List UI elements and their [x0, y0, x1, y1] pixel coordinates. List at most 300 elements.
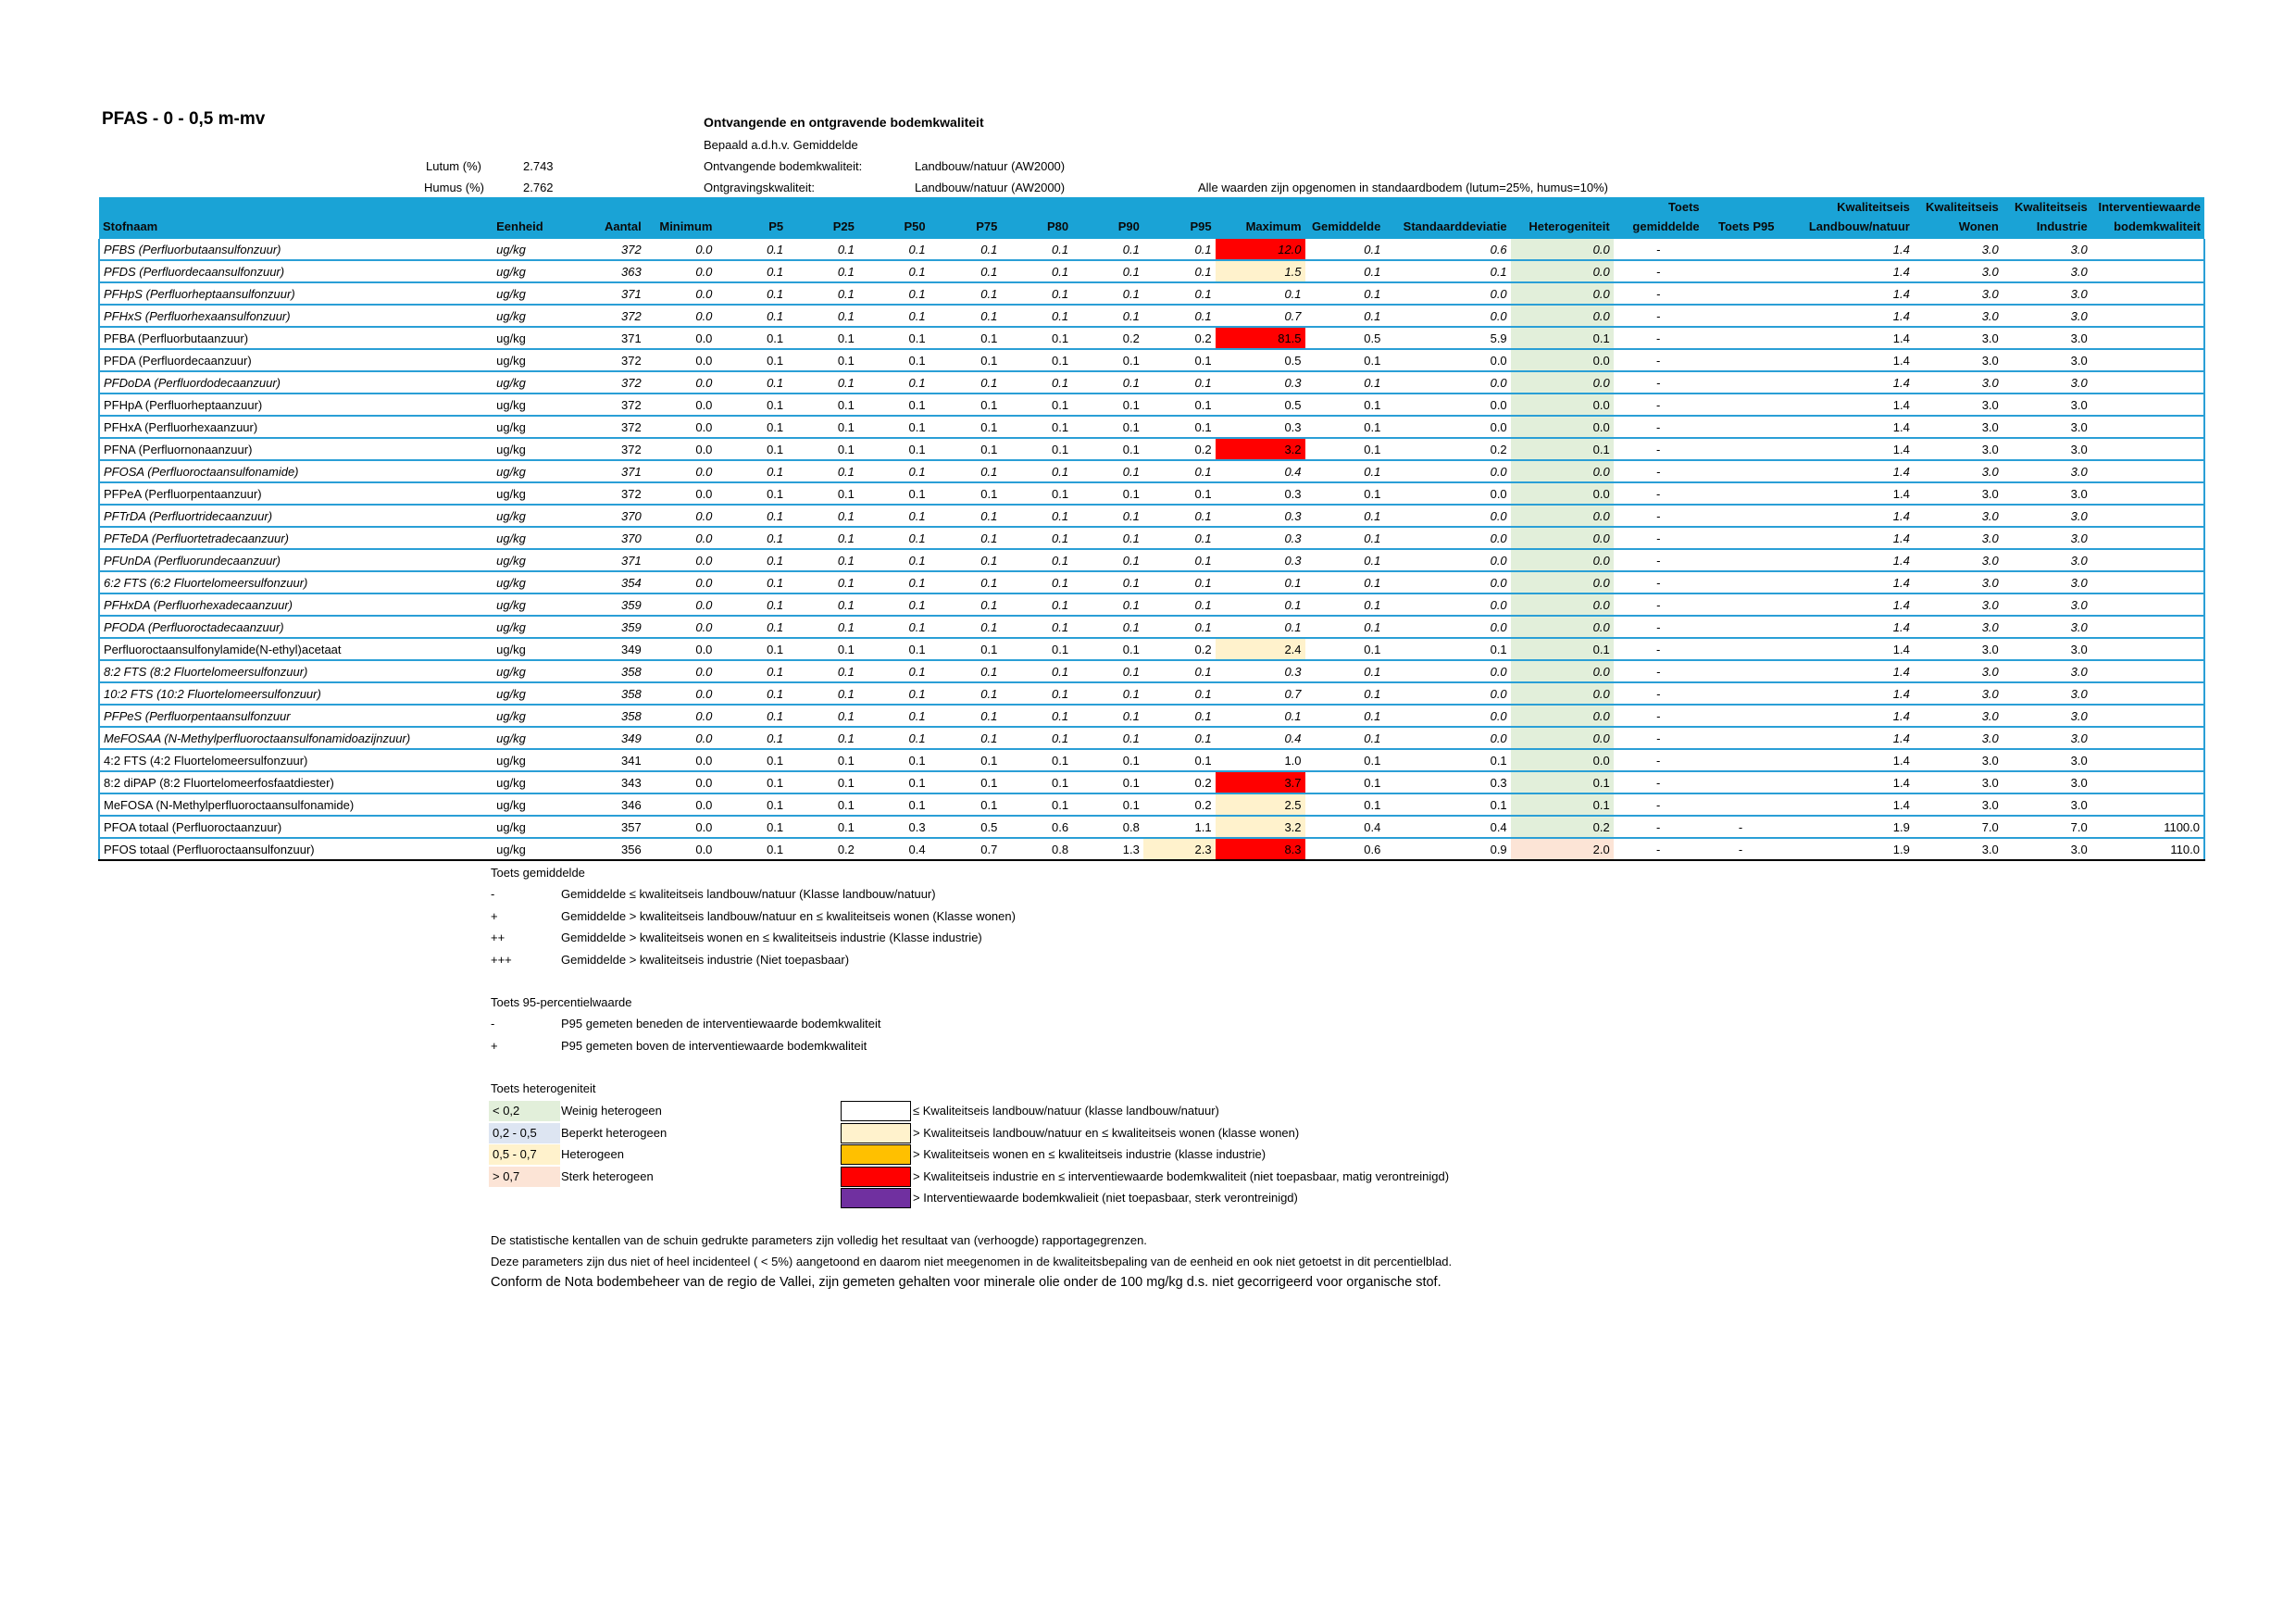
row-gemiddelde: 0.1	[1305, 660, 1385, 682]
row-gemiddelde: 0.1	[1305, 282, 1385, 305]
row-unit: ug/kg	[493, 327, 573, 349]
row-toets-gemiddelde: -	[1614, 749, 1703, 771]
row-p75: 0.1	[930, 616, 1002, 638]
row-p80: 0.1	[1001, 327, 1072, 349]
row-kw-industrie: 3.0	[2003, 239, 2091, 260]
row-p5: 0.1	[716, 638, 787, 660]
row-p25: 0.1	[787, 727, 858, 749]
row-p80: 0.1	[1001, 505, 1072, 527]
row-aantal: 356	[573, 838, 645, 860]
basis-text: Bepaald a.d.h.v. Gemiddelde	[704, 138, 858, 152]
row-p95: 0.1	[1143, 527, 1216, 549]
row-heterogeniteit: 0.0	[1511, 394, 1614, 416]
row-heterogeniteit: 0.1	[1511, 793, 1614, 816]
row-heterogeniteit: 0.0	[1511, 549, 1614, 571]
row-p80: 0.1	[1001, 460, 1072, 482]
row-p95: 0.1	[1143, 749, 1216, 771]
row-name: PFTeDA (Perfluortetradecaanzuur)	[99, 527, 493, 549]
note-2: Deze parameters zijn dus niet of heel incidenteel ( < 5%) aangetoond en daarom niet meegenomen in de kwaliteitsbepaling van de eenheid en ook niet getoetst in dit percentielblad.	[491, 1255, 1453, 1268]
row-name: PFNA (Perfluornonaanzuur)	[99, 438, 493, 460]
col-kw-wo-line1: Kwaliteitseis	[1926, 200, 1999, 214]
row-kw-industrie: 3.0	[2003, 616, 2091, 638]
row-p75: 0.5	[930, 816, 1002, 838]
ontgraving-value: Landbouw/natuur (AW2000)	[915, 181, 1066, 194]
table-row	[99, 660, 2204, 682]
row-kw-industrie: 3.0	[2003, 571, 2091, 593]
row-stdev: 0.0	[1384, 416, 1510, 438]
row-toets-gemiddelde: -	[1614, 438, 1703, 460]
row-kw-wonen: 3.0	[1914, 482, 2003, 505]
row-gemiddelde: 0.1	[1305, 593, 1385, 616]
row-heterogeniteit: 0.1	[1511, 327, 1614, 349]
row-p90: 0.1	[1072, 260, 1143, 282]
row-p80: 0.1	[1001, 705, 1072, 727]
row-kw-wonen: 3.0	[1914, 682, 2003, 705]
row-interventiewaarde	[2091, 527, 2204, 549]
row-kw-wonen: 3.0	[1914, 638, 2003, 660]
note-nota-bodembeheer: Conform de Nota bodembeheer van de regio de Vallei, zijn gemeten gehalten voor minerale olie onder de 100 mg/kg d.s. niet gecorrigeerd voor organische stof.	[491, 1275, 1441, 1290]
row-aantal: 372	[573, 239, 645, 260]
row-p5: 0.1	[716, 305, 787, 327]
row-name: PFPeS (Perfluorpentaansulfonzuur	[99, 705, 493, 727]
row-aantal: 363	[573, 260, 645, 282]
row-aantal: 341	[573, 749, 645, 771]
row-interventiewaarde	[2091, 616, 2204, 638]
col-p75: P75	[930, 197, 1002, 239]
row-p80: 0.1	[1001, 527, 1072, 549]
legend-p95-symbol: -	[491, 1017, 495, 1031]
row-p80: 0.1	[1001, 282, 1072, 305]
row-kw-industrie: 3.0	[2003, 549, 2091, 571]
row-p90: 0.1	[1072, 349, 1143, 371]
row-toets-p95	[1703, 394, 1778, 416]
row-heterogeniteit: 0.0	[1511, 460, 1614, 482]
col-stdev: Standaarddeviatie	[1384, 197, 1510, 239]
legend-p95-text: P95 gemeten beneden de interventiewaarde bodemkwaliteit	[561, 1017, 881, 1031]
row-p75: 0.1	[930, 282, 1002, 305]
row-maximum: 0.5	[1216, 394, 1305, 416]
row-heterogeniteit: 0.1	[1511, 638, 1614, 660]
row-toets-p95	[1703, 616, 1778, 638]
row-kw-landbouw: 1.4	[1778, 460, 1913, 482]
row-maximum: 0.3	[1216, 549, 1305, 571]
row-stdev: 0.1	[1384, 638, 1510, 660]
row-p5: 0.1	[716, 616, 787, 638]
row-gemiddelde: 0.1	[1305, 527, 1385, 549]
row-heterogeniteit: 0.0	[1511, 660, 1614, 682]
row-p25: 0.1	[787, 305, 858, 327]
legend-p95-symbol: +	[491, 1038, 498, 1053]
row-p5: 0.1	[716, 838, 787, 860]
table-row	[99, 705, 2204, 727]
table-row	[99, 482, 2204, 505]
row-stdev: 0.4	[1384, 816, 1510, 838]
col-kw-in-line2: Industrie	[2036, 219, 2088, 233]
row-p50: 0.1	[858, 616, 930, 638]
row-p50: 0.1	[858, 260, 930, 282]
row-maximum: 3.2	[1216, 816, 1305, 838]
legend-gem-symbol: ++	[491, 931, 505, 944]
row-minimum: 0.0	[645, 327, 717, 349]
col-iv-line1: Interventiewaarde	[2098, 200, 2201, 214]
row-aantal: 346	[573, 793, 645, 816]
row-heterogeniteit: 0.0	[1511, 282, 1614, 305]
row-interventiewaarde	[2091, 505, 2204, 527]
row-toets-gemiddelde: -	[1614, 705, 1703, 727]
row-kw-landbouw: 1.4	[1778, 616, 1913, 638]
row-p25: 0.1	[787, 239, 858, 260]
row-toets-p95	[1703, 571, 1778, 593]
row-p25: 0.1	[787, 549, 858, 571]
table-row	[99, 349, 2204, 371]
row-kw-wonen: 3.0	[1914, 371, 2003, 394]
col-interventiewaarde	[2091, 197, 2204, 239]
row-toets-p95	[1703, 660, 1778, 682]
table-row	[99, 394, 2204, 416]
col-p25: P25	[787, 197, 858, 239]
row-p50: 0.1	[858, 771, 930, 793]
row-toets-p95	[1703, 638, 1778, 660]
row-unit: ug/kg	[493, 260, 573, 282]
row-kw-industrie: 3.0	[2003, 394, 2091, 416]
row-kw-landbouw: 1.4	[1778, 260, 1913, 282]
legend-class-text: > Kwaliteitseis industrie en ≤ interventiewaarde bodemkwaliteit (niet toepasbaar, matig verontreinigd)	[913, 1168, 1450, 1183]
row-p50: 0.1	[858, 282, 930, 305]
row-p95: 0.2	[1143, 771, 1216, 793]
row-p50: 0.1	[858, 749, 930, 771]
row-toets-gemiddelde: -	[1614, 527, 1703, 549]
row-p90: 0.1	[1072, 771, 1143, 793]
row-aantal: 372	[573, 349, 645, 371]
legend-p95-text: P95 gemeten boven de interventiewaarde bodemkwaliteit	[561, 1038, 867, 1053]
row-interventiewaarde	[2091, 705, 2204, 727]
row-toets-gemiddelde: -	[1614, 682, 1703, 705]
row-p50: 0.3	[858, 816, 930, 838]
legend-class-text: > Interventiewaarde bodemkwalieit (niet toepasbaar, sterk verontreinigd)	[913, 1191, 1298, 1205]
legend-het-text: Weinig heterogeen	[561, 1104, 662, 1118]
humus-value: 2.762	[523, 181, 554, 194]
row-kw-landbouw: 1.4	[1778, 549, 1913, 571]
row-p90: 0.1	[1072, 394, 1143, 416]
row-p50: 0.1	[858, 349, 930, 371]
row-p90: 0.1	[1072, 749, 1143, 771]
row-p90: 0.1	[1072, 682, 1143, 705]
row-p95: 0.1	[1143, 549, 1216, 571]
row-heterogeniteit: 0.0	[1511, 416, 1614, 438]
row-minimum: 0.0	[645, 394, 717, 416]
row-p5: 0.1	[716, 260, 787, 282]
row-gemiddelde: 0.1	[1305, 682, 1385, 705]
row-kw-wonen: 3.0	[1914, 549, 2003, 571]
row-p75: 0.1	[930, 660, 1002, 682]
row-p25: 0.1	[787, 705, 858, 727]
row-interventiewaarde	[2091, 282, 2204, 305]
row-kw-landbouw: 1.9	[1778, 838, 1913, 860]
row-p25: 0.1	[787, 349, 858, 371]
row-kw-wonen: 3.0	[1914, 305, 2003, 327]
row-interventiewaarde	[2091, 349, 2204, 371]
row-maximum: 3.7	[1216, 771, 1305, 793]
row-p75: 0.1	[930, 593, 1002, 616]
legend-het-text: Heterogeen	[561, 1147, 624, 1161]
row-toets-p95	[1703, 727, 1778, 749]
row-p50: 0.1	[858, 482, 930, 505]
row-p95: 0.1	[1143, 482, 1216, 505]
row-toets-gemiddelde: -	[1614, 616, 1703, 638]
row-p50: 0.1	[858, 505, 930, 527]
col-maximum: Maximum	[1216, 197, 1305, 239]
row-p50: 0.4	[858, 838, 930, 860]
row-p90: 0.1	[1072, 549, 1143, 571]
row-gemiddelde: 0.6	[1305, 838, 1385, 860]
row-name: 8:2 FTS (8:2 Fluortelomeersulfonzuur)	[99, 660, 493, 682]
row-p50: 0.1	[858, 305, 930, 327]
row-p5: 0.1	[716, 282, 787, 305]
row-kw-wonen: 3.0	[1914, 616, 2003, 638]
row-stdev: 0.0	[1384, 727, 1510, 749]
row-toets-gemiddelde: -	[1614, 482, 1703, 505]
row-p95: 0.1	[1143, 371, 1216, 394]
row-p90: 1.3	[1072, 838, 1143, 860]
row-minimum: 0.0	[645, 239, 717, 260]
row-minimum: 0.0	[645, 527, 717, 549]
row-kw-industrie: 3.0	[2003, 527, 2091, 549]
table-row	[99, 305, 2204, 327]
row-gemiddelde: 0.1	[1305, 305, 1385, 327]
row-p50: 0.1	[858, 371, 930, 394]
row-gemiddelde: 0.1	[1305, 705, 1385, 727]
row-kw-wonen: 3.0	[1914, 527, 2003, 549]
row-toets-p95	[1703, 416, 1778, 438]
section-title: Ontvangende en ontgravende bodemkwaliteit	[704, 115, 984, 130]
row-p75: 0.1	[930, 638, 1002, 660]
row-p90: 0.8	[1072, 816, 1143, 838]
row-p90: 0.1	[1072, 305, 1143, 327]
row-toets-p95	[1703, 705, 1778, 727]
row-p5: 0.1	[716, 371, 787, 394]
row-name: MeFOSA (N-Methylperfluoroctaansulfonamide)	[99, 793, 493, 816]
table-row	[99, 749, 2204, 771]
row-unit: ug/kg	[493, 705, 573, 727]
col-kw-in-line1: Kwaliteitseis	[2014, 200, 2088, 214]
row-heterogeniteit: 2.0	[1511, 838, 1614, 860]
row-heterogeniteit: 0.0	[1511, 371, 1614, 394]
row-p25: 0.1	[787, 416, 858, 438]
row-p95: 0.1	[1143, 505, 1216, 527]
row-toets-gemiddelde: -	[1614, 793, 1703, 816]
row-kw-wonen: 3.0	[1914, 660, 2003, 682]
row-p50: 0.1	[858, 638, 930, 660]
row-minimum: 0.0	[645, 749, 717, 771]
row-p25: 0.1	[787, 771, 858, 793]
row-minimum: 0.0	[645, 638, 717, 660]
row-p95: 0.1	[1143, 416, 1216, 438]
table-header-row	[99, 197, 2204, 239]
row-stdev: 0.0	[1384, 349, 1510, 371]
row-maximum: 0.3	[1216, 371, 1305, 394]
row-interventiewaarde	[2091, 482, 2204, 505]
row-p95: 0.2	[1143, 327, 1216, 349]
row-unit: ug/kg	[493, 749, 573, 771]
row-p75: 0.1	[930, 349, 1002, 371]
row-toets-p95	[1703, 682, 1778, 705]
row-kw-industrie: 3.0	[2003, 416, 2091, 438]
row-unit: ug/kg	[493, 549, 573, 571]
row-minimum: 0.0	[645, 305, 717, 327]
row-p5: 0.1	[716, 771, 787, 793]
row-toets-gemiddelde: -	[1614, 260, 1703, 282]
row-p75: 0.1	[930, 527, 1002, 549]
row-gemiddelde: 0.1	[1305, 416, 1385, 438]
row-maximum: 0.1	[1216, 705, 1305, 727]
row-toets-gemiddelde: -	[1614, 327, 1703, 349]
row-gemiddelde: 0.1	[1305, 349, 1385, 371]
ontvangend-value: Landbouw/natuur (AW2000)	[915, 159, 1066, 173]
row-unit: ug/kg	[493, 571, 573, 593]
row-name: PFDA (Perfluordecaanzuur)	[99, 349, 493, 371]
row-minimum: 0.0	[645, 816, 717, 838]
row-minimum: 0.0	[645, 349, 717, 371]
col-aantal: Aantal	[573, 197, 645, 239]
row-kw-wonen: 3.0	[1914, 394, 2003, 416]
row-kw-industrie: 3.0	[2003, 282, 2091, 305]
row-interventiewaarde	[2091, 416, 2204, 438]
row-p80: 0.8	[1001, 838, 1072, 860]
row-name: PFHxDA (Perfluorhexadecaanzuur)	[99, 593, 493, 616]
row-p25: 0.1	[787, 660, 858, 682]
row-kw-industrie: 3.0	[2003, 371, 2091, 394]
row-interventiewaarde	[2091, 638, 2204, 660]
row-p75: 0.1	[930, 416, 1002, 438]
row-kw-wonen: 3.0	[1914, 460, 2003, 482]
row-heterogeniteit: 0.0	[1511, 505, 1614, 527]
row-unit: ug/kg	[493, 793, 573, 816]
row-minimum: 0.0	[645, 282, 717, 305]
row-toets-gemiddelde: -	[1614, 505, 1703, 527]
row-toets-p95	[1703, 549, 1778, 571]
row-maximum: 0.7	[1216, 682, 1305, 705]
row-interventiewaarde	[2091, 571, 2204, 593]
row-maximum: 1.0	[1216, 749, 1305, 771]
row-name: PFOA totaal (Perfluoroctaanzuur)	[99, 816, 493, 838]
row-toets-gemiddelde: -	[1614, 593, 1703, 616]
legend-class-swatch	[841, 1101, 911, 1121]
row-minimum: 0.0	[645, 371, 717, 394]
row-kw-industrie: 3.0	[2003, 482, 2091, 505]
row-kw-industrie: 3.0	[2003, 771, 2091, 793]
row-p90: 0.1	[1072, 527, 1143, 549]
row-gemiddelde: 0.1	[1305, 505, 1385, 527]
row-toets-p95	[1703, 305, 1778, 327]
row-kw-industrie: 3.0	[2003, 660, 2091, 682]
row-p90: 0.1	[1072, 460, 1143, 482]
row-interventiewaarde	[2091, 327, 2204, 349]
row-aantal: 358	[573, 660, 645, 682]
row-minimum: 0.0	[645, 727, 717, 749]
legend-gem-title: Toets gemiddelde	[491, 866, 585, 880]
row-p5: 0.1	[716, 593, 787, 616]
row-minimum: 0.0	[645, 549, 717, 571]
row-p25: 0.1	[787, 371, 858, 394]
legend-het-swatch: < 0,2	[489, 1101, 560, 1121]
row-kw-wonen: 3.0	[1914, 327, 2003, 349]
row-gemiddelde: 0.1	[1305, 438, 1385, 460]
row-toets-p95	[1703, 282, 1778, 305]
row-minimum: 0.0	[645, 682, 717, 705]
row-aantal: 372	[573, 394, 645, 416]
table-row	[99, 549, 2204, 571]
table-row	[99, 793, 2204, 816]
row-p50: 0.1	[858, 727, 930, 749]
row-p95: 0.1	[1143, 616, 1216, 638]
row-stdev: 0.0	[1384, 527, 1510, 549]
row-stdev: 0.0	[1384, 482, 1510, 505]
legend-het-swatch: 0,2 - 0,5	[489, 1123, 560, 1143]
row-maximum: 12.0	[1216, 239, 1305, 260]
row-unit: ug/kg	[493, 638, 573, 660]
row-p5: 0.1	[716, 416, 787, 438]
legend-het-title: Toets heterogeniteit	[491, 1081, 596, 1095]
row-p5: 0.1	[716, 239, 787, 260]
legend-p95-title: Toets 95-percentielwaarde	[491, 995, 632, 1009]
row-kw-landbouw: 1.4	[1778, 305, 1913, 327]
row-p90: 0.1	[1072, 705, 1143, 727]
row-kw-landbouw: 1.4	[1778, 505, 1913, 527]
row-p95: 0.1	[1143, 460, 1216, 482]
row-kw-industrie: 3.0	[2003, 349, 2091, 371]
row-p75: 0.1	[930, 571, 1002, 593]
row-interventiewaarde: 110.0	[2091, 838, 2204, 860]
row-stdev: 0.0	[1384, 660, 1510, 682]
row-p80: 0.1	[1001, 593, 1072, 616]
col-toets-p95: Toets P95	[1703, 197, 1778, 239]
row-maximum: 0.3	[1216, 527, 1305, 549]
col-iv-line2: bodemkwaliteit	[2114, 219, 2201, 233]
row-heterogeniteit: 0.0	[1511, 260, 1614, 282]
row-p5: 0.1	[716, 394, 787, 416]
row-p90: 0.1	[1072, 593, 1143, 616]
row-unit: ug/kg	[493, 438, 573, 460]
row-gemiddelde: 0.1	[1305, 571, 1385, 593]
row-p80: 0.6	[1001, 816, 1072, 838]
row-unit: ug/kg	[493, 349, 573, 371]
row-kw-landbouw: 1.4	[1778, 394, 1913, 416]
row-p75: 0.1	[930, 438, 1002, 460]
row-gemiddelde: 0.1	[1305, 394, 1385, 416]
row-p95: 0.1	[1143, 682, 1216, 705]
row-kw-landbouw: 1.4	[1778, 571, 1913, 593]
row-kw-wonen: 3.0	[1914, 239, 2003, 260]
row-maximum: 2.5	[1216, 793, 1305, 816]
row-aantal: 359	[573, 616, 645, 638]
row-kw-landbouw: 1.4	[1778, 682, 1913, 705]
row-p5: 0.1	[716, 460, 787, 482]
row-unit: ug/kg	[493, 482, 573, 505]
row-p80: 0.1	[1001, 616, 1072, 638]
row-p50: 0.1	[858, 460, 930, 482]
row-p5: 0.1	[716, 349, 787, 371]
row-unit: ug/kg	[493, 616, 573, 638]
legend-gem-text: Gemiddelde > kwaliteitseis landbouw/natuur en ≤ kwaliteitseis wonen (Klasse wonen)	[561, 908, 1016, 923]
row-kw-wonen: 3.0	[1914, 438, 2003, 460]
col-minimum: Minimum	[645, 197, 717, 239]
row-heterogeniteit: 0.0	[1511, 727, 1614, 749]
col-p80: P80	[1001, 197, 1072, 239]
col-p95: P95	[1143, 197, 1216, 239]
table-row	[99, 505, 2204, 527]
row-kw-wonen: 3.0	[1914, 282, 2003, 305]
legend-het-swatch: > 0,7	[489, 1167, 560, 1187]
